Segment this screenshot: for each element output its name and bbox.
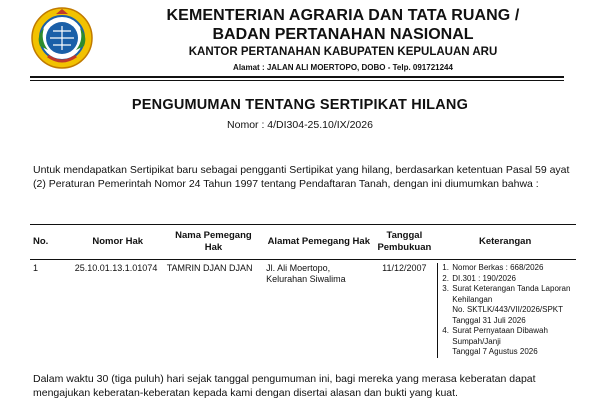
office-address: Alamat : JALAN ALI MOERTOPO, DOBO - Telp. 091721244 (233, 63, 453, 72)
col-header-no: No. (30, 225, 72, 260)
cell-no: 1 (33, 263, 39, 273)
list-item: 1. Nomor Berkas : 668/2026 (442, 263, 544, 272)
table-header-row (30, 225, 576, 260)
letterhead (96, 6, 590, 73)
closing-paragraph: Dalam waktu 30 (tiga puluh) hari sejak tanggal pengumuman ini, bagi mereka yang merasa keberatan dapat mengajukan keberatan-keberatan kepada kami dengan disertai alasan dan bukti yang kuat. (33, 373, 536, 399)
header-rule-thick (30, 76, 564, 78)
col-header-nomor-hak: Nomor Hak (72, 225, 164, 260)
cell-keterangan (434, 260, 576, 361)
col-header-nama: Nama Pemegang Hak (164, 225, 263, 260)
list-item: 3. Surat Keterangan Tanda Laporan Kehilangan No. SKTLK/443/VII/2026/SPKT Tanggal 31 Juli 2026 (442, 284, 571, 325)
col-header-keterangan: Keterangan (434, 225, 576, 260)
document-title: PENGUMUMAN TENTANG SERTIPIKAT HILANG (131, 97, 469, 113)
cell-alamat: Jl. Ali Moertopo, Kelurahan Siwalima (266, 263, 346, 284)
document-number: Nomor : 4/DI304-25.10/IX/2026 (227, 119, 373, 131)
list-item: 4. Surat Pernyataan Dibawah Sumpah/Janji Tanggal 7 Agustus 2026 (442, 326, 548, 356)
list-item: 2. DI.301 : 190/2026 (442, 273, 516, 283)
col-header-tanggal: Tanggal Pembukuan (374, 225, 434, 260)
agency-name: BADAN PERTANAHAN NASIONAL (212, 26, 474, 43)
cell-tanggal: 11/12/2007 (382, 263, 427, 273)
ministry-name: KEMENTERIAN AGRARIA DAN TATA RUANG / (166, 7, 520, 24)
keterangan-box (437, 263, 573, 358)
office-name: KANTOR PERTANAHAN KABUPATEN KEPULAUAN ARU (188, 46, 498, 58)
keterangan-list (442, 263, 573, 358)
bpn-logo-emblem (30, 6, 94, 70)
col-header-alamat: Alamat Pemegang Hak (263, 225, 374, 260)
cell-nama: TAMRIN DJAN DJAN (166, 263, 253, 273)
header-rule-thin (30, 80, 564, 81)
intro-paragraph: Untuk mendapatkan Sertipikat baru sebagai pengganti Sertipikat yang hilang, berdasarkan ketentuan Pasal 59 ayat (2) Peraturan Pemerintah Nomor 24 Tahun 1997 tentang Pendaftaran Tanah, dengan ini diumumkan bahwa : (33, 164, 570, 190)
certificate-table (30, 224, 576, 361)
table-row (30, 260, 576, 361)
cell-nomor-hak: 25.10.01.13.1.01074 (74, 263, 158, 273)
